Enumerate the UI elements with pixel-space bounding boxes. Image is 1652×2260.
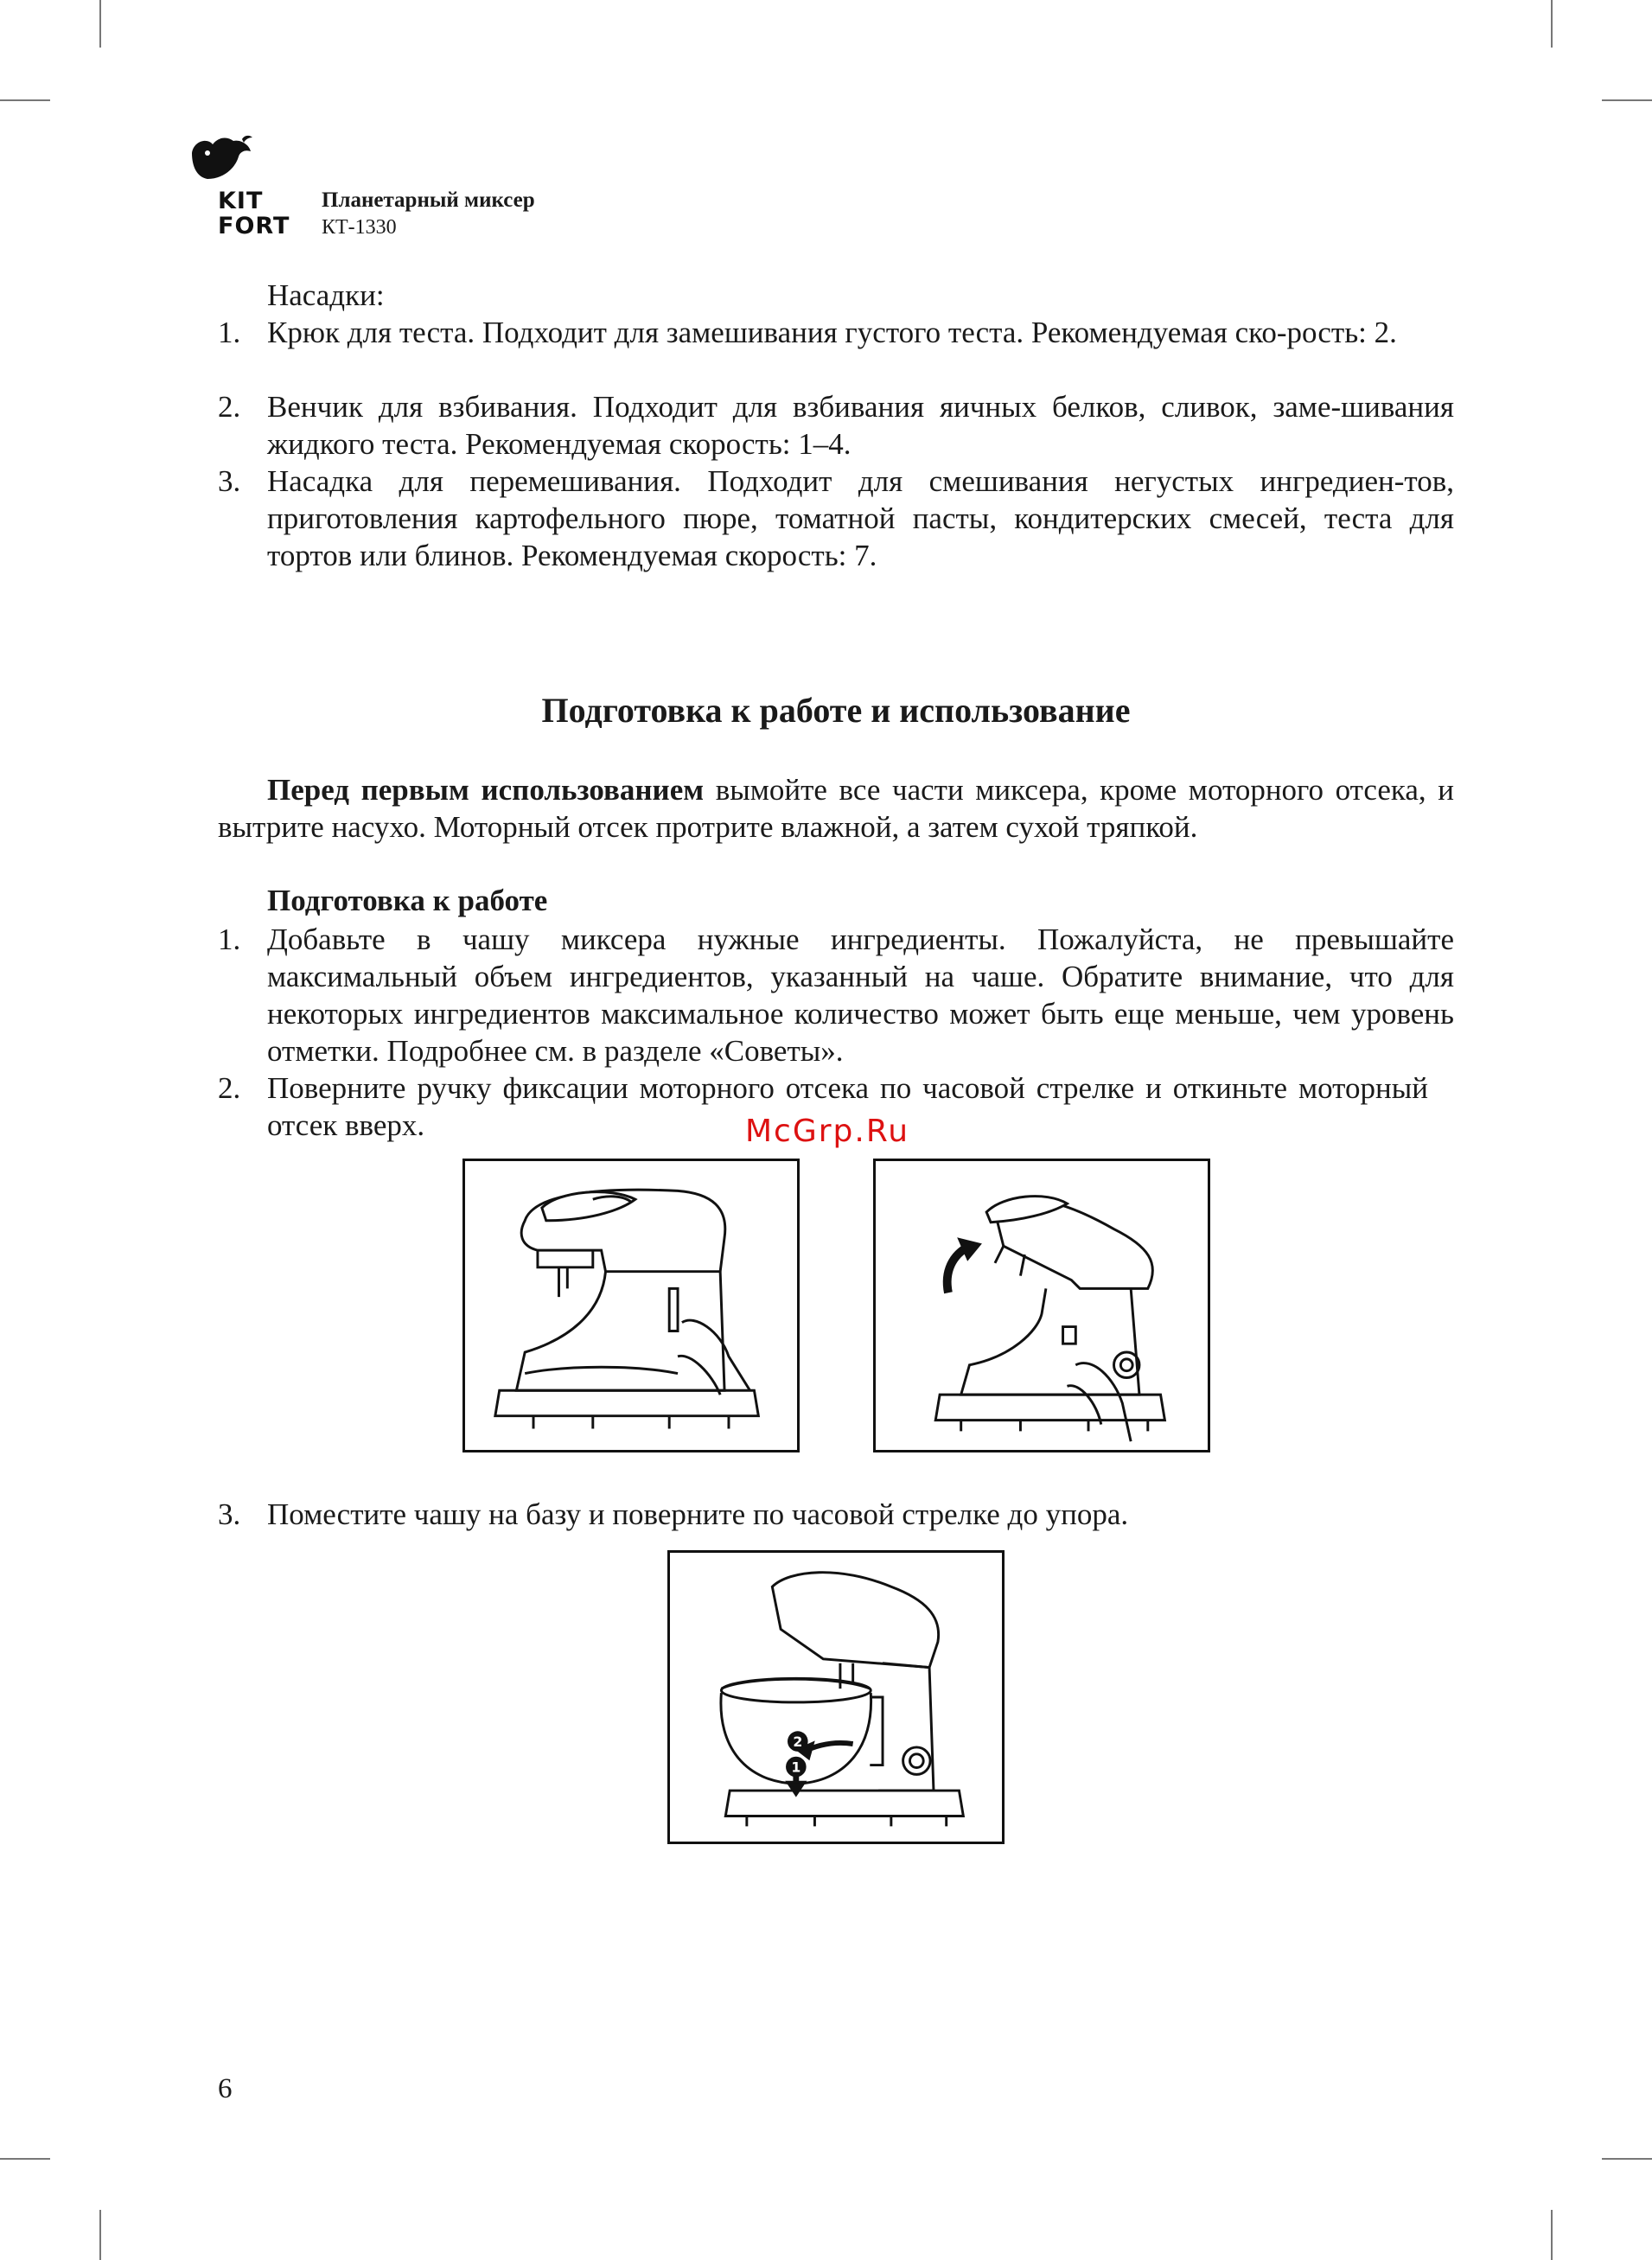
crop-mark: [0, 99, 50, 101]
list-item: [218, 388, 1454, 463]
brand-line-2: FORT: [218, 213, 290, 239]
mixer-lock-illustration: [465, 1161, 797, 1450]
list-item: [218, 314, 1454, 351]
crop-mark: [1551, 2210, 1553, 2260]
list-text: Венчик для взбивания. Подходит для взбивания яичных белков, сливок, заме-шивания жидкого теста. Рекомендуемая скорость: 1–4.: [267, 390, 1454, 461]
subheading: Подготовка к работе: [267, 884, 548, 917]
mixer-tilt-illustration: [876, 1161, 1208, 1450]
step-text: Добавьте в чашу миксера нужные ингредиенты. Пожалуйста, не превышайте максимальный объем ингредиентов, указанный на чаше. Обратите внимание, что для некоторых ингредиентов максимальное количество может быть еще меньше, чем уровень отметки. Подробнее см. в разделе «Советы».: [267, 923, 1454, 1068]
brand-logo-text: [218, 188, 304, 239]
page-number: 6: [218, 2073, 233, 2104]
step-number: 3.: [218, 1497, 241, 1531]
crop-mark: [99, 2210, 101, 2260]
whale-logo-icon: [188, 134, 254, 186]
crop-mark: [1602, 2158, 1652, 2160]
intro-paragraph: [218, 771, 1454, 846]
bowl-install-illustration: [670, 1553, 1002, 1842]
watermark: McGrp.Ru: [745, 1114, 910, 1149]
crop-mark: [0, 2158, 50, 2160]
list-number: 1.: [218, 316, 241, 349]
list-item: [218, 463, 1454, 574]
section-title: Подготовка к работе и использование: [541, 691, 1131, 730]
step-1-marker: 1: [791, 1759, 801, 1776]
crop-mark: [1551, 0, 1553, 48]
figure-mixer-tilt: [873, 1159, 1210, 1452]
crop-mark: [99, 0, 101, 48]
product-title: Планетарный миксер: [322, 188, 535, 212]
list-number: 2.: [218, 390, 241, 424]
list-text: Насадка для перемешивания. Подходит для смешивания негустых ингредиен-тов, приготовления картофельного пюре, томатной пасты, кондитерских смесей, теста для тортов или блинов. Рекомендуемая скорость: 7.: [267, 464, 1454, 572]
figure-mixer-lock: [462, 1159, 800, 1452]
list-text: Крюк для теста. Подходит для замешивания густого теста. Рекомендуемая ско-рость: 2.: [267, 316, 1397, 349]
step-2-marker: 2: [793, 1733, 803, 1750]
brand-line-1: KIT: [218, 188, 264, 214]
step-number: 1.: [218, 923, 241, 956]
crop-mark: [1602, 99, 1652, 101]
model-number: КТ-1330: [322, 216, 397, 239]
list-number: 3.: [218, 464, 241, 498]
intro-text: вымойте все части миксера, кроме моторного отсека, и вытрите насухо. Моторный отсек протрите влажной, а затем сухой тряпкой.: [218, 773, 1454, 844]
intro-bold: Перед первым использованием: [267, 773, 705, 807]
list-item: [218, 1496, 1454, 1533]
list-item: [218, 921, 1454, 1069]
step-text: Поверните ручку фиксации моторного отсека по часовой стрелке и откиньте моторный отсек вверх.: [267, 1071, 1428, 1142]
figure-bowl-install: [667, 1550, 1005, 1844]
attachments-heading: Насадки:: [267, 278, 385, 312]
step-text: Поместите чашу на базу и поверните по часовой стрелке до упора.: [267, 1497, 1129, 1531]
step-number: 2.: [218, 1071, 241, 1105]
